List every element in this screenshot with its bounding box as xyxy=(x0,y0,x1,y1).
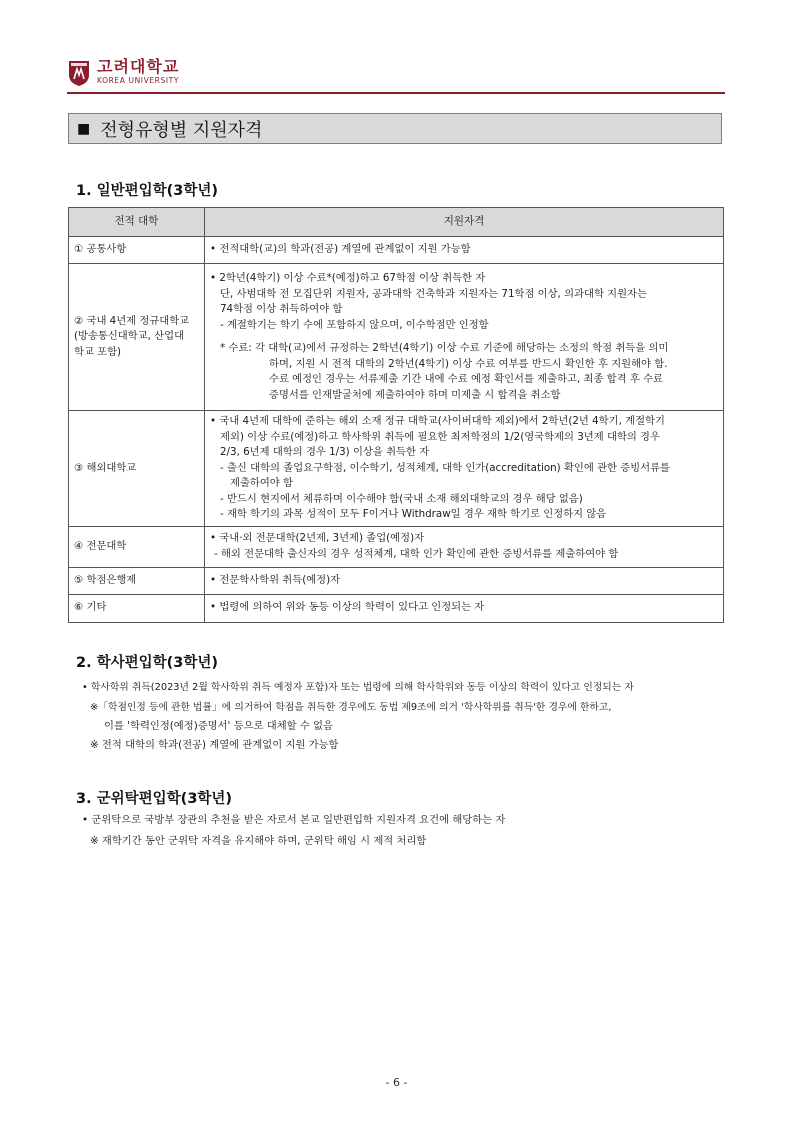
paragraph-line: ※ 전적 대학의 학과(전공) 계열에 관계없이 지원 가능함 xyxy=(90,739,339,751)
paragraph-line: ※「학점인정 등에 관한 법률」에 의거하여 학점을 취득한 경우에도 동법 제9조에 의거 '학사학위를 취득'한 경우에 한하고, xyxy=(90,702,612,713)
column-header: 전적 대학 xyxy=(69,208,205,237)
row-category: ③ 해외대학교 xyxy=(69,411,205,527)
table-header-row xyxy=(69,208,724,237)
row-eligibility: • 국내 4년제 대학에 준하는 해외 소재 정규 대학교(사이버대학 제외)에서 2학년(2년 4학기, 계절학기 제외) 이상 수료(예정)하고 학사학위 취득에 필요한 최저학점의 1/2(영국학제의 3년제 대학의 경우 2/3, 6년제 대학의 경우 1/3) 이상을 취득한 자 - 출신 대학의 졸업요구학점, 이수학기, 성적체계, 대학 인가(accreditation) 확인에 관한 증빙서류를 제출하여야 함 - 반드시 현지에서 체류하며 이수해야 함(국내 소재 해외대학교의 경우 해당 없음) - 재학 학기의 과목 성적이 모두 F이거나 Withdraw일 경우 재학 학기로 인정하지 않음 xyxy=(205,411,724,527)
eligibility-table xyxy=(68,207,724,623)
row-category: ④ 전문대학 xyxy=(69,526,205,567)
row-category: ⑥ 기타 xyxy=(69,594,205,622)
row-eligibility: • 전적대학(교)의 학과(전공) 계열에 관계없이 지원 가능함 xyxy=(205,237,724,264)
section1-heading: 1. 일반편입학(3학년) xyxy=(76,183,219,199)
university-header xyxy=(67,54,179,90)
section-title: 전형유형별 지원자격 xyxy=(100,119,263,141)
logo-korean-name: 고려대학교 xyxy=(97,57,180,76)
row-eligibility: • 2학년(4학기) 이상 수료*(예정)하고 67학점 이상 취득한 자 단, 사범대학 전 모집단위 지원자, 공과대학 건축학과 지원자는 71학점 이상, 의과대학 지원자는 74학점 이상 취득하여야 함 - 계절학기는 학기 수에 포함하지 않으며, 이수학점만 인정함 * 수료: 각 대학(교)에서 규정하는 2학년(4학기) 이상 수료 기준에 해당하는 소정의 학점 취득을 의미 하며, 지원 시 전적 대학의 2학년(4학기) 이상 수료 여부를 반드시 확인한 후 지원해야 함. 수료 예정인 경우는 서류제출 기간 내에 수료 예정 확인서를 제출하고, 최종 합격 후 수료 증명서를 인재발굴처에 제출하여야 하며 미제출 시 합격을 취소함 xyxy=(205,264,724,411)
paragraph-line: • 군위탁으로 국방부 장관의 추천을 받은 자로서 본교 일반편입학 지원자격 요건에 해당하는 자 xyxy=(82,814,506,826)
section2-heading: 2. 학사편입학(3학년) xyxy=(76,655,219,671)
logo-english-name: KOREA UNIVERSITY xyxy=(97,76,180,85)
section3-heading: 3. 군위탁편입학(3학년) xyxy=(76,791,233,807)
row-eligibility: • 국내·외 전문대학(2년제, 3년제) 졸업(예정)자 - 해외 전문대학 출신자의 경우 성적체계, 대학 인가 확인에 관한 증빙서류를 제출하여야 함 xyxy=(205,526,724,567)
table-row xyxy=(69,237,724,264)
square-bullet-icon: ■ xyxy=(77,120,91,137)
column-header: 지원자격 xyxy=(205,208,724,237)
paragraph-line: • 학사학위 취득(2023년 2월 학사학위 취득 예정자 포함)자 또는 법령에 의해 학사학위와 동등 이상의 학력이 있다고 인정되는 자 xyxy=(82,682,634,693)
page-number: - 6 - xyxy=(385,1076,408,1089)
table-row xyxy=(69,264,724,411)
table-row xyxy=(69,594,724,622)
table-row xyxy=(69,411,724,527)
row-eligibility: • 전문학사학위 취득(예정)자 xyxy=(205,567,724,594)
table-row xyxy=(69,526,724,567)
row-category: ② 국내 4년제 정규대학교 (방송통신대학교, 산업대 학교 포함) xyxy=(69,264,205,411)
table-row xyxy=(69,567,724,594)
row-category: ① 공통사항 xyxy=(69,237,205,264)
row-category: ⑤ 학점은행제 xyxy=(69,567,205,594)
section-title-box xyxy=(68,113,722,144)
paragraph-line: 이를 '학력인정(예정)증명서' 등으로 대체할 수 없음 xyxy=(104,720,333,732)
header-divider xyxy=(67,92,725,94)
paragraph-line: ※ 재학기간 동안 군위탁 자격을 유지해야 하며, 군위탁 해임 시 제적 처리함 xyxy=(90,835,427,847)
university-emblem-icon xyxy=(67,57,91,87)
row-eligibility: • 법령에 의하여 위와 동등 이상의 학력이 있다고 인정되는 자 xyxy=(205,594,724,622)
